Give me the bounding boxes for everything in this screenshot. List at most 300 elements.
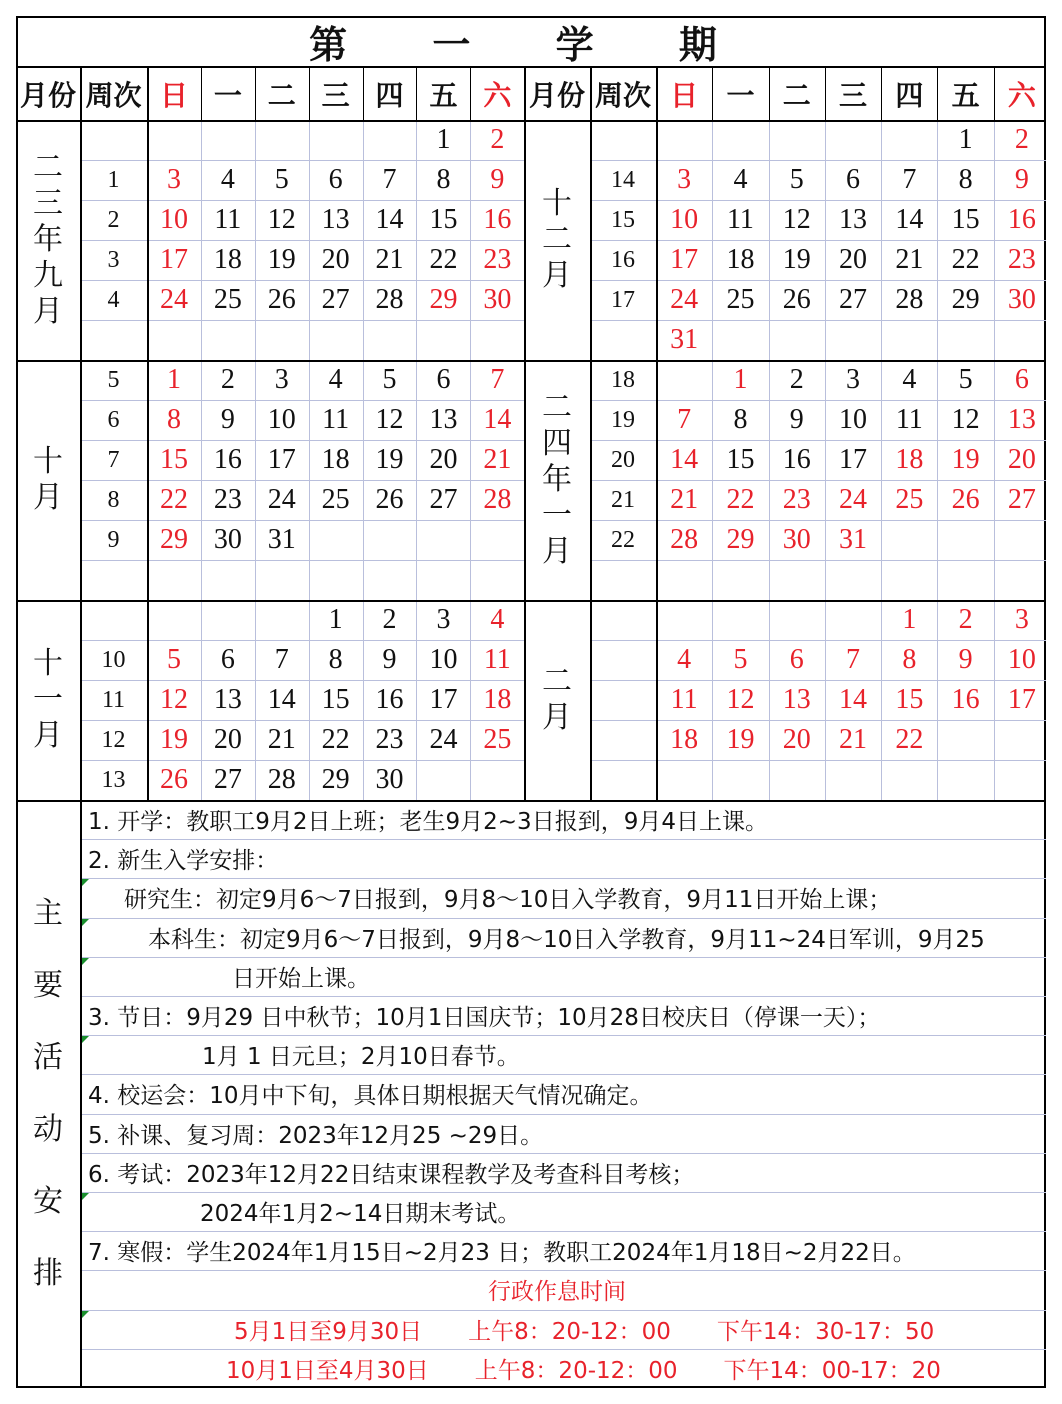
day-cell: 15: [159, 444, 188, 475]
day-cell: 10: [159, 204, 188, 235]
day-cell: 11: [322, 404, 350, 435]
left-week-number: 1: [107, 166, 120, 193]
activity-line: 10月1日至4月30日 上午8：20-12：00 下午14：00-17：20: [226, 1357, 941, 1384]
page-title: 第 一 学 期: [16, 16, 1046, 68]
day-cell: [881, 760, 937, 800]
grid-line: [82, 1114, 1046, 1115]
month-char: 四: [542, 426, 572, 461]
right-week-number: 19: [611, 406, 635, 433]
day-cell: 16: [483, 204, 512, 235]
day-cell: 25: [726, 284, 755, 315]
day-cell: [769, 600, 825, 640]
day-cell: 28: [483, 484, 512, 515]
day-cell: 15: [321, 684, 350, 715]
activity-line: 研究生：初定9月6～7日报到，9月8～10日入学教育，9月11日开始上课；: [124, 887, 892, 914]
day-cell: 12: [159, 684, 188, 715]
grid-line: [881, 120, 882, 360]
grid-line: [363, 360, 364, 600]
day-cell: 3: [677, 164, 692, 195]
activities-label: [16, 800, 80, 1388]
day-cell: 27: [839, 284, 868, 315]
day-cell: 8: [166, 404, 181, 435]
rule: [16, 360, 1046, 362]
day-cell: 4: [328, 364, 343, 395]
grid-line: [590, 640, 1046, 641]
day-cell: 24: [267, 484, 296, 515]
activity-line: 1. 开学：教职工9月2日上班；老生9月2~3日报到，9月4日上课。: [88, 809, 768, 836]
left-header-week: 周次: [85, 79, 142, 112]
day-cell: 12: [267, 204, 296, 235]
grid-line: [416, 360, 417, 600]
day-cell: 31: [839, 524, 868, 555]
day-cell: 22: [895, 724, 924, 755]
day-cell: 4: [220, 164, 235, 195]
day-cell: [201, 320, 255, 360]
month-char: 二: [542, 390, 572, 425]
grid-line: [590, 320, 1046, 321]
day-cell: 18: [670, 724, 699, 755]
day-cell: [656, 560, 712, 600]
day-cell: [712, 600, 768, 640]
left-header-day: 日: [159, 79, 188, 112]
day-cell: 25: [321, 484, 350, 515]
day-cell: 16: [375, 684, 404, 715]
day-cell: 31: [267, 524, 296, 555]
grid-line: [590, 400, 1046, 401]
day-cell: 29: [321, 764, 350, 795]
grid-line: [881, 360, 882, 600]
grid-line: [937, 120, 938, 360]
day-cell: [417, 520, 471, 560]
grid-line: [201, 120, 202, 360]
day-cell: 2: [382, 604, 397, 635]
activity-line: 4. 校运会：10月中下旬，具体日期根据天气情况确定。: [88, 1083, 653, 1110]
rule: [881, 68, 882, 120]
day-cell: 21: [895, 244, 924, 275]
day-cell: 30: [1007, 284, 1036, 315]
day-cell: 23: [213, 484, 242, 515]
left-week-number: [80, 560, 147, 600]
left-week-number: 2: [107, 206, 120, 233]
right-week-number: 20: [611, 446, 635, 473]
day-cell: 18: [213, 244, 242, 275]
day-cell: [769, 560, 825, 600]
day-cell: 7: [677, 404, 692, 435]
left-month-label: [16, 600, 80, 800]
day-cell: 24: [159, 284, 188, 315]
day-cell: 5: [274, 164, 289, 195]
rule: [656, 68, 658, 800]
day-cell: 17: [159, 244, 188, 275]
grid-line: [82, 1153, 1046, 1154]
day-cell: 3: [166, 164, 181, 195]
day-cell: 9: [382, 644, 397, 675]
day-cell: 29: [726, 524, 755, 555]
day-cell: 11: [483, 644, 511, 675]
day-cell: 25: [895, 484, 924, 515]
grid-line: [769, 600, 770, 800]
grid-line: [590, 680, 1046, 681]
day-cell: [769, 120, 825, 160]
day-cell: 2: [789, 364, 804, 395]
day-cell: 19: [375, 444, 404, 475]
grid-line: [825, 600, 826, 800]
right-week-number: 21: [611, 486, 635, 513]
month-char: 一: [542, 498, 572, 533]
day-cell: 24: [839, 484, 868, 515]
day-cell: [825, 560, 881, 600]
day-cell: 12: [726, 684, 755, 715]
day-cell: 13: [782, 684, 811, 715]
day-cell: 19: [951, 444, 980, 475]
day-cell: 12: [782, 204, 811, 235]
grid-line: [255, 600, 256, 800]
month-char: 月: [542, 534, 572, 569]
grid-line: [309, 120, 310, 360]
right-header-month: 月份: [528, 79, 585, 112]
grid-line: [590, 200, 1046, 201]
month-char: 月: [33, 294, 63, 329]
activities-label-char: 排: [33, 1256, 63, 1291]
right-week-number: [590, 720, 656, 760]
left-week-number: 3: [107, 246, 120, 273]
right-header-day: 六: [1007, 79, 1036, 112]
grid-line: [416, 120, 417, 360]
day-cell: 19: [267, 244, 296, 275]
marker-icon: [82, 919, 89, 926]
day-cell: [881, 120, 937, 160]
day-cell: 17: [1007, 684, 1036, 715]
right-header-day: 五: [951, 79, 980, 112]
right-week-number: 16: [611, 246, 635, 273]
day-cell: 6: [436, 364, 451, 395]
rule: [524, 68, 526, 800]
day-cell: 23: [375, 724, 404, 755]
day-cell: 1: [166, 364, 181, 395]
day-cell: 27: [213, 764, 242, 795]
day-cell: [938, 760, 994, 800]
grid-line: [470, 120, 471, 360]
month-char: 一: [33, 682, 63, 717]
day-cell: 13: [213, 684, 242, 715]
day-cell: 18: [726, 244, 755, 275]
day-cell: [994, 760, 1050, 800]
day-cell: [938, 560, 994, 600]
day-cell: [470, 320, 524, 360]
day-cell: 11: [670, 684, 698, 715]
grid-line: [590, 440, 1046, 441]
marker-icon: [82, 1036, 89, 1043]
right-header-day: 三: [839, 79, 868, 112]
grid-line: [590, 520, 1046, 521]
right-month-label: [524, 360, 590, 600]
day-cell: [825, 120, 881, 160]
day-cell: [881, 560, 937, 600]
day-cell: 28: [670, 524, 699, 555]
rule: [825, 68, 826, 120]
day-cell: [825, 320, 881, 360]
month-char: 月: [33, 718, 63, 753]
day-cell: [712, 760, 768, 800]
grid-line: [82, 1270, 1046, 1271]
day-cell: 5: [733, 644, 748, 675]
grid-line: [82, 839, 1046, 840]
day-cell: [994, 720, 1050, 760]
day-cell: [309, 120, 363, 160]
right-header-week: 周次: [594, 79, 651, 112]
day-cell: 3: [846, 364, 861, 395]
day-cell: 9: [958, 644, 973, 675]
rule: [712, 68, 713, 120]
day-cell: [201, 560, 255, 600]
day-cell: [938, 320, 994, 360]
day-cell: 7: [846, 644, 861, 675]
left-header-day: 二: [267, 79, 296, 112]
day-cell: 31: [670, 324, 699, 355]
day-cell: 29: [159, 524, 188, 555]
day-cell: [255, 120, 309, 160]
month-char: 年: [542, 462, 572, 497]
day-cell: 22: [159, 484, 188, 515]
right-week-number: [590, 560, 656, 600]
right-week-number: 17: [611, 286, 635, 313]
grid-line: [825, 360, 826, 600]
marker-icon: [82, 958, 89, 965]
grid-line: [82, 996, 1046, 997]
day-cell: 22: [429, 244, 458, 275]
grid-line: [937, 360, 938, 600]
right-week-number: [590, 320, 656, 360]
grid-line: [416, 600, 417, 800]
grid-line: [309, 600, 310, 800]
day-cell: 8: [328, 644, 343, 675]
day-cell: 1: [328, 604, 343, 635]
rule: [363, 68, 364, 120]
left-week-number: 12: [101, 726, 126, 753]
day-cell: [470, 560, 524, 600]
left-header-day: 六: [483, 79, 512, 112]
activities-label-char: 安: [33, 1184, 63, 1219]
day-cell: 21: [375, 244, 404, 275]
day-cell: 20: [321, 244, 350, 275]
day-cell: [881, 320, 937, 360]
grid-line: [82, 957, 1046, 958]
grid-line: [712, 120, 713, 360]
day-cell: 23: [483, 244, 512, 275]
day-cell: 1: [958, 124, 973, 155]
grid-line: [470, 600, 471, 800]
grid-line: [825, 120, 826, 360]
day-cell: 8: [958, 164, 973, 195]
day-cell: [201, 600, 255, 640]
grid-line: [82, 1231, 1046, 1232]
activity-line: 5月1日至9月30日 上午8：20-12：00 下午14：30-17：50: [234, 1318, 935, 1345]
day-cell: 13: [321, 204, 350, 235]
day-cell: [881, 520, 937, 560]
grid-line: [590, 480, 1046, 481]
day-cell: 2: [220, 364, 235, 395]
day-cell: [938, 720, 994, 760]
activity-line: 行政作息时间: [488, 1279, 626, 1306]
activity-line: 6. 考试：2023年12月22日结束课程教学及考查科目考核；: [88, 1161, 695, 1188]
grid-line: [769, 120, 770, 360]
month-char: 月: [542, 258, 572, 293]
day-cell: 9: [789, 404, 804, 435]
activity-line: 1月 1 日元旦；2月10日春节。: [202, 1044, 520, 1071]
activities-label-char: 活: [33, 1040, 63, 1075]
day-cell: 9: [1014, 164, 1029, 195]
right-week-number: 15: [611, 206, 635, 233]
day-cell: 29: [429, 284, 458, 315]
day-cell: 19: [726, 724, 755, 755]
day-cell: [994, 560, 1050, 600]
day-cell: 30: [782, 524, 811, 555]
day-cell: 10: [670, 204, 699, 235]
rule: [470, 68, 471, 120]
activity-line: 2. 新生入学安排：: [88, 848, 279, 875]
rule: [937, 68, 938, 120]
month-char: 十: [542, 186, 572, 221]
right-header-day: 日: [670, 79, 699, 112]
day-cell: [825, 600, 881, 640]
rule: [80, 68, 82, 800]
left-week-number: 13: [101, 766, 126, 793]
rule: [147, 68, 149, 800]
day-cell: [363, 120, 417, 160]
marker-icon: [82, 1193, 89, 1200]
rule: [309, 68, 310, 120]
rule: [769, 68, 770, 120]
grid-line: [590, 720, 1046, 721]
day-cell: 22: [321, 724, 350, 755]
day-cell: 2: [958, 604, 973, 635]
day-cell: 18: [895, 444, 924, 475]
day-cell: 3: [274, 364, 289, 395]
day-cell: [363, 560, 417, 600]
day-cell: 9: [220, 404, 235, 435]
day-cell: [147, 120, 201, 160]
day-cell: 15: [951, 204, 980, 235]
activity-line: 2024年1月2~14日期末考试。: [200, 1201, 521, 1228]
day-cell: 17: [267, 444, 296, 475]
day-cell: 21: [670, 484, 699, 515]
day-cell: 19: [159, 724, 188, 755]
right-header-day: 二: [782, 79, 811, 112]
day-cell: 8: [436, 164, 451, 195]
right-header-day: 四: [895, 79, 924, 112]
day-cell: 10: [1007, 644, 1036, 675]
day-cell: [712, 120, 768, 160]
day-cell: 18: [321, 444, 350, 475]
right-week-number: 18: [611, 366, 635, 393]
day-cell: 13: [1007, 404, 1036, 435]
day-cell: 6: [789, 644, 804, 675]
day-cell: [417, 760, 471, 800]
right-week-number: [590, 600, 656, 640]
rule: [590, 68, 592, 800]
right-week-number: [590, 680, 656, 720]
grid-line: [309, 360, 310, 600]
activities-label-char: 要: [33, 968, 63, 1003]
day-cell: 20: [839, 244, 868, 275]
grid-line: [937, 600, 938, 800]
day-cell: 21: [839, 724, 868, 755]
grid-line: [590, 160, 1046, 161]
grid-line: [363, 600, 364, 800]
grid-line: [201, 360, 202, 600]
day-cell: 6: [846, 164, 861, 195]
day-cell: 11: [214, 204, 242, 235]
left-header-month: 月份: [19, 79, 76, 112]
day-cell: 5: [166, 644, 181, 675]
day-cell: [417, 560, 471, 600]
day-cell: 6: [1014, 364, 1029, 395]
day-cell: 10: [429, 644, 458, 675]
month-char: 三: [33, 186, 63, 221]
grid-line: [255, 360, 256, 600]
left-week-number: 9: [107, 526, 120, 553]
activity-line: 日开始上课。: [232, 965, 370, 992]
grid-line: [82, 1074, 1046, 1075]
grid-line: [470, 360, 471, 600]
activity-line: 7. 寒假：学生2024年1月15日~2月23 日；教职工2024年1月18日~2月22日。: [88, 1240, 916, 1267]
day-cell: 15: [726, 444, 755, 475]
month-char: 十: [33, 646, 63, 681]
right-week-number: 14: [611, 166, 635, 193]
day-cell: 20: [1007, 444, 1036, 475]
grid-line: [82, 1310, 1046, 1311]
left-header-day: 四: [375, 79, 404, 112]
day-cell: 10: [839, 404, 868, 435]
left-week-number: 11: [101, 686, 126, 713]
day-cell: 24: [429, 724, 458, 755]
left-week-number: 4: [107, 286, 120, 313]
day-cell: 4: [677, 644, 692, 675]
day-cell: 26: [951, 484, 980, 515]
day-cell: [470, 760, 524, 800]
day-cell: 2: [490, 124, 505, 155]
day-cell: 9: [490, 164, 505, 195]
rule: [994, 68, 995, 120]
rule: [16, 120, 1046, 122]
day-cell: [769, 320, 825, 360]
day-cell: 13: [839, 204, 868, 235]
day-cell: 18: [483, 684, 512, 715]
day-cell: 28: [895, 284, 924, 315]
marker-icon: [82, 1311, 89, 1318]
day-cell: 16: [782, 444, 811, 475]
day-cell: [656, 760, 712, 800]
day-cell: [201, 120, 255, 160]
day-cell: 23: [1007, 244, 1036, 275]
day-cell: 14: [267, 684, 296, 715]
day-cell: 4: [490, 604, 505, 635]
left-week-number: [80, 320, 147, 360]
right-week-number: 22: [611, 526, 635, 553]
left-week-number: 6: [107, 406, 120, 433]
day-cell: 27: [321, 284, 350, 315]
day-cell: 30: [375, 764, 404, 795]
day-cell: 7: [490, 364, 505, 395]
day-cell: 30: [213, 524, 242, 555]
month-char: 二: [542, 664, 572, 699]
day-cell: 26: [159, 764, 188, 795]
day-cell: 14: [483, 404, 512, 435]
day-cell: 19: [782, 244, 811, 275]
activity-line: 本科生：初定9月6～7日报到，9月8～10日入学教育，9月11~24日军训，9月25: [148, 926, 985, 953]
day-cell: 4: [902, 364, 917, 395]
day-cell: [769, 760, 825, 800]
